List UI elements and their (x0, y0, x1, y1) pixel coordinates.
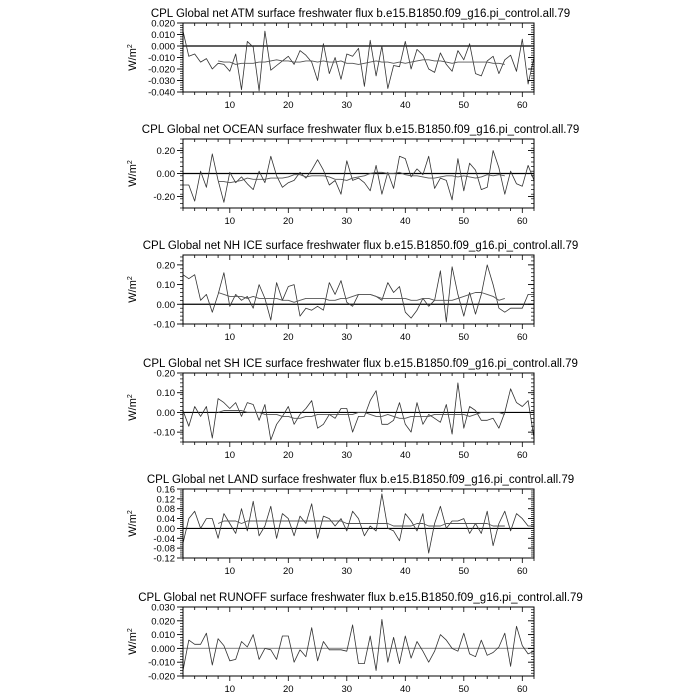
y-tick-label: -0.030 (148, 76, 175, 87)
x-tick-label: 30 (341, 684, 353, 695)
y-axis-label-superscript: 2 (127, 44, 134, 49)
x-tick-label: 20 (283, 684, 294, 695)
plot-frame (183, 373, 534, 442)
x-tick-label: 10 (224, 216, 236, 227)
x-tick-label: 10 (224, 566, 236, 577)
y-tick-label: -0.08 (153, 543, 175, 555)
x-tick-label: 50 (458, 566, 470, 577)
y-axis-label-superscript: 2 (127, 276, 134, 281)
x-tick-label: 60 (517, 450, 528, 461)
panel-6 (127, 592, 583, 695)
y-axis-label (127, 276, 139, 303)
panel-1 (127, 8, 570, 111)
y-tick-label: 0.10 (156, 280, 175, 292)
x-tick-label: 20 (283, 332, 294, 343)
y-tick-label: 0.00 (156, 169, 175, 180)
panel-title: CPL Global net SH ICE surface freshwater flux b.e15.B1850.f09_g16.pi_control.all.79 (143, 358, 578, 370)
y-axis-label (127, 394, 139, 421)
y-axis-label (127, 628, 139, 655)
y-tick-label: 0.020 (151, 616, 175, 628)
series-line-annual (183, 265, 534, 322)
x-tick-label: 10 (224, 684, 236, 695)
plot-frame (183, 23, 534, 92)
y-tick-label: -0.010 (148, 657, 175, 669)
x-tick-label: 20 (283, 566, 294, 577)
y-axis-label-superscript: 2 (127, 628, 134, 633)
panel-title: CPL Global net OCEAN surface freshwater flux b.e15.B1850.f09_g16.pi_control.all.79 (141, 124, 580, 136)
x-tick-label: 50 (458, 100, 470, 111)
x-tick-label: 40 (400, 566, 411, 577)
y-tick-label: -0.040 (148, 87, 175, 99)
y-tick-label: 0.10 (156, 388, 175, 400)
series-line-running-mean (218, 521, 505, 526)
y-tick-label: -0.020 (148, 64, 175, 76)
x-tick-label: 40 (400, 450, 411, 461)
y-tick-label: 0.00 (156, 299, 175, 311)
x-tick-label: 60 (517, 684, 528, 695)
y-tick-label: 0.030 (151, 602, 175, 614)
y-axis-label (127, 510, 139, 537)
panel-2 (127, 124, 579, 227)
x-tick-label: 60 (517, 216, 528, 227)
y-tick-label: 0.020 (151, 18, 175, 30)
x-tick-label: 10 (224, 332, 236, 343)
y-tick-label: -0.12 (153, 553, 175, 565)
x-tick-label: 50 (458, 450, 470, 461)
y-tick-label: 0.000 (151, 41, 175, 53)
x-tick-label: 40 (400, 100, 411, 111)
y-tick-label: 0.010 (151, 30, 175, 41)
x-tick-label: 20 (283, 216, 294, 227)
y-tick-label: 0.12 (156, 494, 175, 506)
series-line-running-mean (218, 60, 505, 65)
y-axis-label-superscript: 2 (127, 160, 134, 165)
x-tick-label: 20 (283, 450, 294, 461)
y-tick-label: 0.20 (156, 146, 175, 157)
y-tick-label: -0.10 (153, 319, 175, 331)
y-tick-label: 0.00 (156, 523, 175, 535)
y-axis-label-text: W/m (127, 164, 139, 187)
y-axis-label-superscript: 2 (127, 394, 134, 399)
panel-4 (127, 358, 578, 461)
y-tick-label: -0.04 (153, 533, 175, 545)
y-axis-label-superscript: 2 (127, 510, 134, 515)
x-tick-label: 30 (341, 450, 353, 461)
x-tick-label: 50 (458, 684, 470, 695)
x-tick-label: 50 (458, 332, 470, 343)
series-line-annual (183, 619, 534, 670)
y-tick-label: 0.16 (156, 484, 175, 496)
y-tick-label: 0.000 (151, 643, 175, 655)
y-axis-label-text: W/m (127, 514, 139, 537)
y-tick-label: 0.00 (156, 407, 175, 419)
y-tick-label: -0.10 (153, 427, 175, 439)
y-tick-label: -0.20 (153, 192, 175, 203)
plot-frame (183, 607, 534, 676)
x-tick-label: 50 (458, 216, 470, 227)
y-tick-label: 0.08 (156, 504, 175, 516)
y-axis-label-text: W/m (127, 632, 139, 655)
x-tick-label: 10 (224, 450, 236, 461)
x-tick-label: 60 (517, 332, 528, 343)
x-tick-label: 40 (400, 216, 411, 227)
y-tick-label: 0.20 (156, 368, 175, 380)
plot-frame (183, 255, 534, 324)
x-tick-label: 40 (400, 684, 411, 695)
x-tick-label: 30 (341, 332, 353, 343)
x-tick-label: 40 (400, 332, 411, 343)
x-tick-label: 30 (341, 100, 353, 111)
x-tick-label: 30 (341, 216, 353, 227)
y-axis-label (127, 44, 139, 71)
y-tick-label: -0.020 (148, 671, 175, 683)
x-tick-label: 20 (283, 100, 294, 111)
y-axis-label-text: W/m (127, 48, 139, 71)
panel-title: CPL Global net RUNOFF surface freshwater flux b.e15.B1850.f09_g16.pi_control.all.79 (138, 592, 583, 604)
y-tick-label: 0.20 (156, 260, 175, 272)
series-line-running-mean (218, 293, 505, 303)
y-tick-label: 0.04 (156, 514, 175, 526)
y-axis-label (127, 160, 139, 187)
x-tick-label: 60 (517, 100, 528, 111)
y-axis-label-text: W/m (127, 398, 139, 421)
series-line-annual (183, 151, 534, 203)
y-tick-label: 0.010 (151, 630, 175, 642)
panel-title: CPL Global net NH ICE surface freshwater flux b.e15.B1850.f09_g16.pi_control.all.79 (142, 240, 579, 252)
x-tick-label: 10 (224, 100, 236, 111)
panel-title: CPL Global net LAND surface freshwater flux b.e15.B1850.f09_g16.pi_control.all.79 (146, 474, 575, 486)
y-axis-label-text: W/m (127, 280, 139, 303)
x-tick-label: 30 (341, 566, 353, 577)
panel-3 (127, 240, 578, 343)
panel-5 (127, 474, 574, 577)
series-line-annual (183, 31, 534, 91)
y-tick-label: -0.010 (148, 53, 175, 64)
x-tick-label: 60 (517, 566, 528, 577)
panel-title: CPL Global net ATM surface freshwater flux b.e15.B1850.f09_g16.pi_control.all.79 (150, 8, 571, 20)
series-line-annual (183, 383, 534, 440)
